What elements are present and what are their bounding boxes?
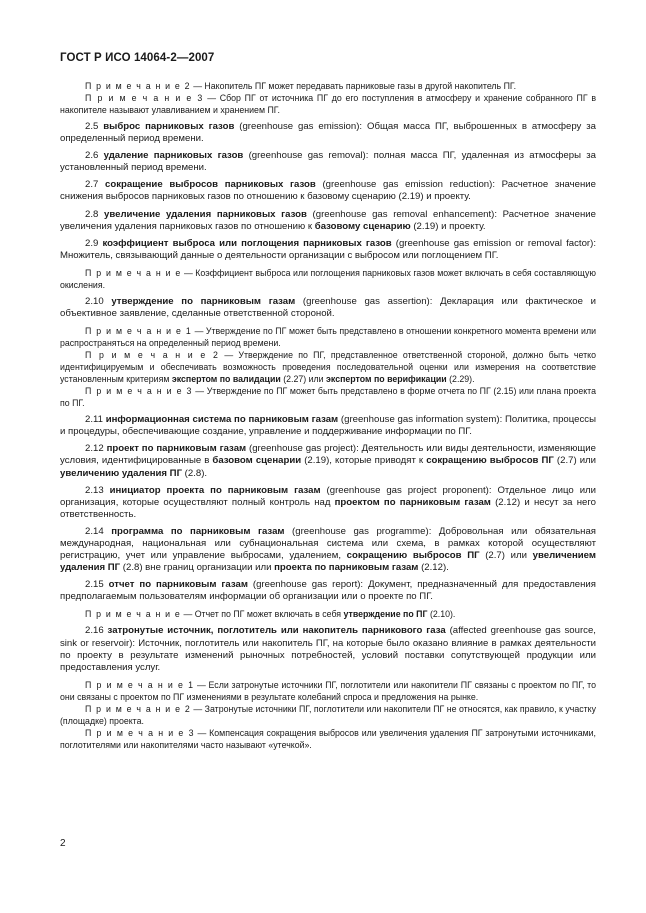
- note-paragraph: [60, 80, 596, 92]
- text-run: (greenhouse gas emission): Общая масса ПГ, выброшенных в атмосферу за определенный период времени.: [60, 121, 596, 145]
- text-run: (2.10).: [427, 609, 456, 620]
- note-paragraph: [60, 608, 596, 620]
- text-run: 2.5: [85, 121, 104, 132]
- note-lead: П р и м е ч а н и е 3: [85, 727, 195, 738]
- text-run: (2.19) и проекту.: [410, 220, 486, 232]
- text-run: (2.8).: [182, 467, 208, 479]
- text-run: (greenhouse gas emission reduction): Расчетное значение снижения выбросов парниковых газов по отношению к базовому сценарию (2.19) и проекту.: [60, 179, 596, 203]
- note-group: [60, 679, 596, 751]
- text-run: (2.27) или: [280, 374, 327, 385]
- term-bold: увеличением удаления ПГ: [60, 550, 596, 574]
- term-bold: базовом сценарии: [212, 455, 302, 467]
- term-bold: проект по парниковым газам: [106, 443, 247, 455]
- term-bold: проекта по парниковым газам: [274, 562, 419, 574]
- page-number: 2: [60, 838, 66, 849]
- text-run: (2.12) и несут за него ответственность.: [60, 496, 596, 520]
- text-run: (greenhouse gas information system): Политика, процессы и процедуры, обеспечивающие создание, управление и поддерживание информации по ПГ.: [60, 414, 596, 438]
- text-run: (2.19), которые приводят к: [301, 455, 427, 467]
- note-paragraph: [60, 703, 596, 727]
- text-run: — Затронутые источники ПГ, поглотители или накопители ПГ не относятся, как правило, к участку (площадке) проекта.: [60, 703, 596, 726]
- text-run: — Отчет по ПГ может включать в себя: [181, 609, 344, 620]
- text-run: — Коэффициент выброса или поглощения парниковых газов может включать в себя составляющую окисления.: [60, 267, 596, 290]
- term-bold: программа по парниковым газам: [111, 525, 285, 537]
- text-run: (affected greenhouse gas source, sink or reservoir): Источник, поглотитель или накопитель ПГ, на которые было оказано влияние в рамках деятельности по проекту в результате изменений рыночных потребностей, условий поставки сопутствующей продукции или предоставления услуг.: [60, 625, 596, 673]
- term-bold: увеличение удаления парниковых газов: [104, 208, 307, 220]
- definition-paragraph: [60, 526, 596, 574]
- definition-paragraph: [60, 238, 596, 262]
- note-paragraph: [60, 92, 596, 116]
- note-lead: П р и м е ч а н и е 2: [85, 81, 191, 91]
- note-paragraph: [60, 385, 596, 409]
- note-group: [60, 325, 596, 409]
- text-run: 2.13: [85, 484, 110, 496]
- term-bold: сокращению выбросов ПГ: [346, 550, 480, 562]
- term-bold: отчет по парниковым газам: [108, 579, 248, 591]
- text-run: — Утверждение по ПГ может быть представлено в форме отчета по ПГ (2.15) или плана проекта по ПГ.: [60, 386, 596, 409]
- text-run: 2.7: [85, 179, 106, 191]
- text-run: (greenhouse gas report): Документ, предназначенный для предоставления предполагаемым пользователям информации об организации или о проекте по ПГ.: [60, 579, 596, 603]
- text-run: 2.6: [85, 150, 104, 162]
- definition-paragraph: [60, 150, 596, 174]
- term-bold: выброс парниковых газов: [103, 121, 235, 132]
- document-header: ГОСТ Р ИСО 14064-2—2007: [60, 52, 215, 64]
- note-lead: П р и м е ч а н и е 2: [85, 703, 191, 714]
- term-bold: инициатор проекта по парниковым газам: [109, 484, 321, 496]
- note-paragraph: [60, 325, 596, 349]
- text-run: (2.12).: [418, 562, 449, 574]
- text-run: (greenhouse gas assertion): Декларация или фактическое и объективное заявление, сделанные ответственной стороной.: [60, 295, 596, 320]
- text-run: 2.15: [85, 579, 109, 591]
- text-run: — Компенсация сокращения выбросов или увеличения удаления ПГ затронутыми источниками, поглотителями или накопителями часто называют «утечкой».: [60, 727, 596, 750]
- text-run: 2.9: [85, 237, 103, 249]
- text-run: (2.7) или: [479, 550, 533, 562]
- text-run: — Сбор ПГ от источника ПГ до его поступления в атмосферу и хранение собранного ПГ в накопителе называют улавливанием и хранением ПГ.: [60, 93, 596, 115]
- text-run: 2.14: [85, 525, 112, 537]
- note-lead: П р и м е ч а н и е 3: [85, 93, 204, 103]
- term-bold: коэффициент выброса или поглощения парниковых газов: [102, 237, 392, 249]
- term-bold: проектом по парниковым газам: [334, 496, 491, 508]
- text-run: (2.7) или: [553, 455, 597, 467]
- term-bold: утверждение по ПГ: [343, 609, 428, 620]
- note-group: [60, 608, 596, 620]
- term-bold: утверждение по парниковым газам: [111, 295, 296, 307]
- note-paragraph: [60, 727, 596, 751]
- term-bold: затронутые источник, поглотитель или накопитель парникового газа: [107, 625, 446, 637]
- definition-paragraph: [60, 121, 596, 145]
- text-run: 2.16: [85, 625, 108, 637]
- note-lead: П р и м е ч а н и е 1: [85, 326, 192, 337]
- note-group: [60, 80, 596, 116]
- text-run: — Утверждение по ПГ может быть представлено в отношении конкретного момента времени или распространяться на определенный период времени.: [60, 326, 596, 349]
- term-bold: увеличению удаления ПГ: [60, 467, 183, 479]
- term-bold: сокращение выбросов парниковых газов: [105, 179, 316, 191]
- note-lead: П р и м е ч а н и е 2: [85, 350, 220, 361]
- term-bold: базовому сценарию: [314, 220, 411, 232]
- note-paragraph: [60, 349, 596, 385]
- term-bold: удаление парниковых газов: [103, 150, 244, 162]
- note-paragraph: [60, 267, 596, 291]
- text-run: 2.8: [85, 208, 105, 220]
- note-lead: П р и м е ч а н и е: [85, 609, 182, 620]
- text-run: (greenhouse gas programme): Добровольная или обязательная международная, национальная или субнациональная система или схема, в рамках которой осуществляют регистрацию, учет или управление выбросами, удалением,: [60, 525, 596, 562]
- definition-paragraph: [60, 443, 596, 479]
- note-group: [60, 267, 596, 291]
- text-run: (2.8) вне границ организации или: [120, 562, 275, 574]
- term-bold: информационная система по парниковым газам: [105, 414, 339, 426]
- text-run: 2.12: [85, 443, 107, 455]
- note-lead: П р и м е ч а н и е: [85, 267, 182, 278]
- definition-paragraph: [60, 625, 596, 673]
- term-bold: сокращению выбросов ПГ: [426, 455, 554, 467]
- document-body: [60, 80, 596, 756]
- text-run: — Если затронутые источники ПГ, поглотители или накопители ПГ связаны с проектом по ПГ, то они связаны с проектом по ПГ изменениями в результате колебаний спроса и предложения на рынке.: [60, 679, 596, 702]
- text-run: (greenhouse gas project): Деятельность или виды деятельности, изменяющие условия, идентифицированные в: [60, 443, 597, 467]
- definition-paragraph: [60, 296, 596, 320]
- text-run: (greenhouse gas removal): полная масса ПГ, удаленная из атмосферы за установленный период времени.: [60, 150, 596, 174]
- text-run: — Накопитель ПГ может передавать парниковые газы в другой накопитель ПГ.: [190, 81, 517, 91]
- text-run: (greenhouse gas removal enhancement): Расчетное значение увеличения удаления парниковых газов по отношению к: [60, 208, 596, 232]
- text-run: (2.29).: [446, 374, 475, 385]
- term-bold: экспертом по валидации: [171, 374, 281, 385]
- text-run: 2.10: [85, 295, 112, 307]
- text-run: (greenhouse gas emission or removal factor): Множитель, связывающий данные о деятельности организации с выбросом или поглощением ПГ.: [60, 237, 596, 261]
- note-paragraph: [60, 679, 596, 703]
- text-run: — Утверждение по ПГ, представленное ответственной стороной, должно быть четко идентифицируемым и обеспечивать возможность проведения последовательной оценки или измерения на соответствие установленным критериям: [60, 350, 596, 385]
- definition-paragraph: [60, 179, 596, 203]
- definition-paragraph: [60, 579, 596, 603]
- text-run: (greenhouse gas project proponent): Отдельное лицо или организация, которые осуществляют полный контроль над: [60, 484, 597, 508]
- note-lead: П р и м е ч а н и е 1: [85, 679, 195, 690]
- definition-paragraph: [60, 209, 596, 233]
- definition-paragraph: [60, 414, 596, 438]
- note-lead: П р и м е ч а н и е 3: [85, 386, 193, 397]
- text-run: 2.11: [85, 414, 106, 426]
- definition-paragraph: [60, 485, 596, 521]
- term-bold: экспертом по верификации: [326, 374, 447, 385]
